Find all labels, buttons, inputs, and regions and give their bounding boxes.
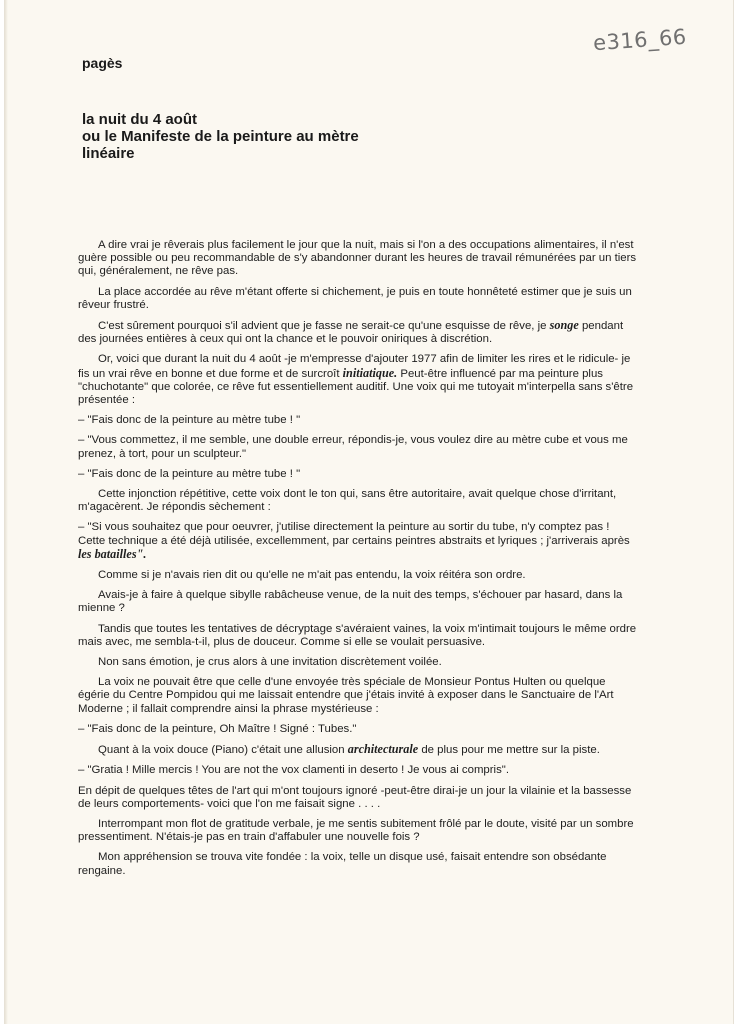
text-run: pendant des journées entières à ceux qui ont la chance et le pouvoir oniriques à discrétion. [78,320,624,346]
emphasis-text: initiatique. [342,365,398,380]
paragraph [78,785,638,811]
page-edge-shadow [5,0,8,1024]
text-run: Avais-je à faire à quelque sibylle rabâcheuse venue, de la nuit des temps, s'échouer par hasard, dans la mienne ? [78,589,623,615]
dialogue-line [78,468,638,481]
paragraph [78,623,638,649]
dialogue-line [78,723,638,736]
text-run: En dépit de quelques têtes de l'art qui m'ont toujours ignoré -peut-être dirai-je un jour la vilainie et la bassesse de leurs comportements- voici que l'on me faisait signe . . . . [78,784,632,810]
text-run: – "Fais donc de la peinture au mètre tube ! " [78,467,301,480]
text-run: – "Fais donc de la peinture, Oh Maître ! Signé : Tubes." [78,722,357,735]
text-run: Or, voici que durant la nuit du 4 août -je m'empresse d'ajouter 1977 afin de limiter les rires et le ridicule- je fis un vrai rêve en bonne et due forme et de surcroît [78,353,631,380]
paragraph [78,488,638,514]
document-title [82,111,462,162]
title-line: ou le Manifeste de la peinture au mètre [82,128,359,145]
paragraph [78,676,638,716]
dialogue-line [78,521,638,562]
emphasis-text: songe [549,318,579,333]
dialogue-line [78,434,638,460]
paragraph [78,286,638,312]
paragraph [78,589,638,615]
text-run: Tandis que toutes les tentatives de décryptage s'avéraient vaines, la voix m'intimait toujours le même ordre mais avec, me sembla-t-il, plus de douceur. Comme si elle se voulait persuasive. [78,622,637,648]
dialogue-line [78,764,638,777]
paragraph [78,239,638,279]
text-run: Comme si je n'avais rien dit ou qu'elle ne m'ait pas entendu, la voix réitéra son ordre. [98,569,526,582]
dialogue-line [78,414,638,427]
text-run: Interrompant mon flot de gratitude verbale, je me sentis subitement frôlé par le doute, visité par un sombre pressentiment. N'étais-je pas en train d'affabuler une nouvelle fois ? [78,817,634,844]
text-run: Cette injonction répétitive, cette voix dont le ton qui, sans être autoritaire, avait quelque chose d'irritant, m'agacèrent. Je répondis sèchement : [78,488,617,514]
text-run: – "Vous commettez, il me semble, une double erreur, répondis-je, vous voulez dire au mètre cube et vous me prenez, à tort, pour un sculpteur." [78,434,628,460]
text-run: – "Si vous souhaitez que pour oeuvrer, j'utilise directement la peinture au sortir du tube, n'y comptez pas ! Cette technique a été déjà utilisée, excellemment, par certains peintres abstraits et lyriques ; j'arriverais après [78,521,630,547]
body-text [78,239,638,885]
handwritten-reference: e316_66 [592,24,688,56]
text-run: Non sans émotion, je crus alors à une invitation discrètement voilée. [98,656,442,669]
text-run: A dire vrai je rêverais plus facilement le jour que la nuit, mais si l'on a des occupations alimentaires, il n'est guère possible ou peu recommandable de s'y abandonner durant les heures de travail rémunérées par un tiers qui, généralement, ne rêve pas. [78,239,637,278]
text-run: La voix ne pouvait être que celle d'une envoyée très spéciale de Monsieur Pontus Hulten ou quelque égérie du Centre Pompidou qui me laissait entendre que j'étais invité à exposer dans le Sanctuaire de l'Art Moderne ; il fallait comprendre ainsi la phrase mystérieuse : [78,676,614,715]
paragraph [78,319,638,346]
paragraph [78,743,638,757]
text-run: Quant à la voix douce (Piano) c'était une allusion [98,744,348,757]
emphasis-text: architecturale [347,742,419,757]
paragraph [78,353,638,407]
text-run: Peut-être influencé par ma peinture plus "chuchotante" que colorée, ce rêve fut essentiellement auditif. Une voix qui me tutoyait m'interpella sans s'être présentée : [78,367,634,407]
text-run: – "Gratia ! Mille mercis ! You are not the vox clamenti in deserto ! Je vous ai compris". [78,764,509,777]
paragraph [78,569,638,582]
title-line: la nuit du 4 août [82,111,197,128]
text-run: C'est sûrement pourquoi s'il advient que je fasse ne serait-ce qu'une esquisse de rêve, je [98,320,550,333]
emphasis-text: les batailles". [78,546,147,561]
paragraph [78,656,638,669]
text-run: Mon appréhension se trouva vite fondée : la voix, telle un disque usé, faisait entendre son obsédante rengaine. [78,851,607,877]
paragraph [78,851,638,877]
paragraph [78,818,638,844]
title-line: linéaire [82,145,135,162]
author-name: pagès [82,55,123,71]
text-run: La place accordée au rêve m'étant offerte si chichement, je puis en toute honnêteté estimer que je suis un rêveur frustré. [78,285,632,311]
text-run: – "Fais donc de la peinture au mètre tube ! " [78,414,301,427]
text-run: de plus pour me mettre sur la piste. [418,744,600,757]
document-page [4,0,734,1024]
